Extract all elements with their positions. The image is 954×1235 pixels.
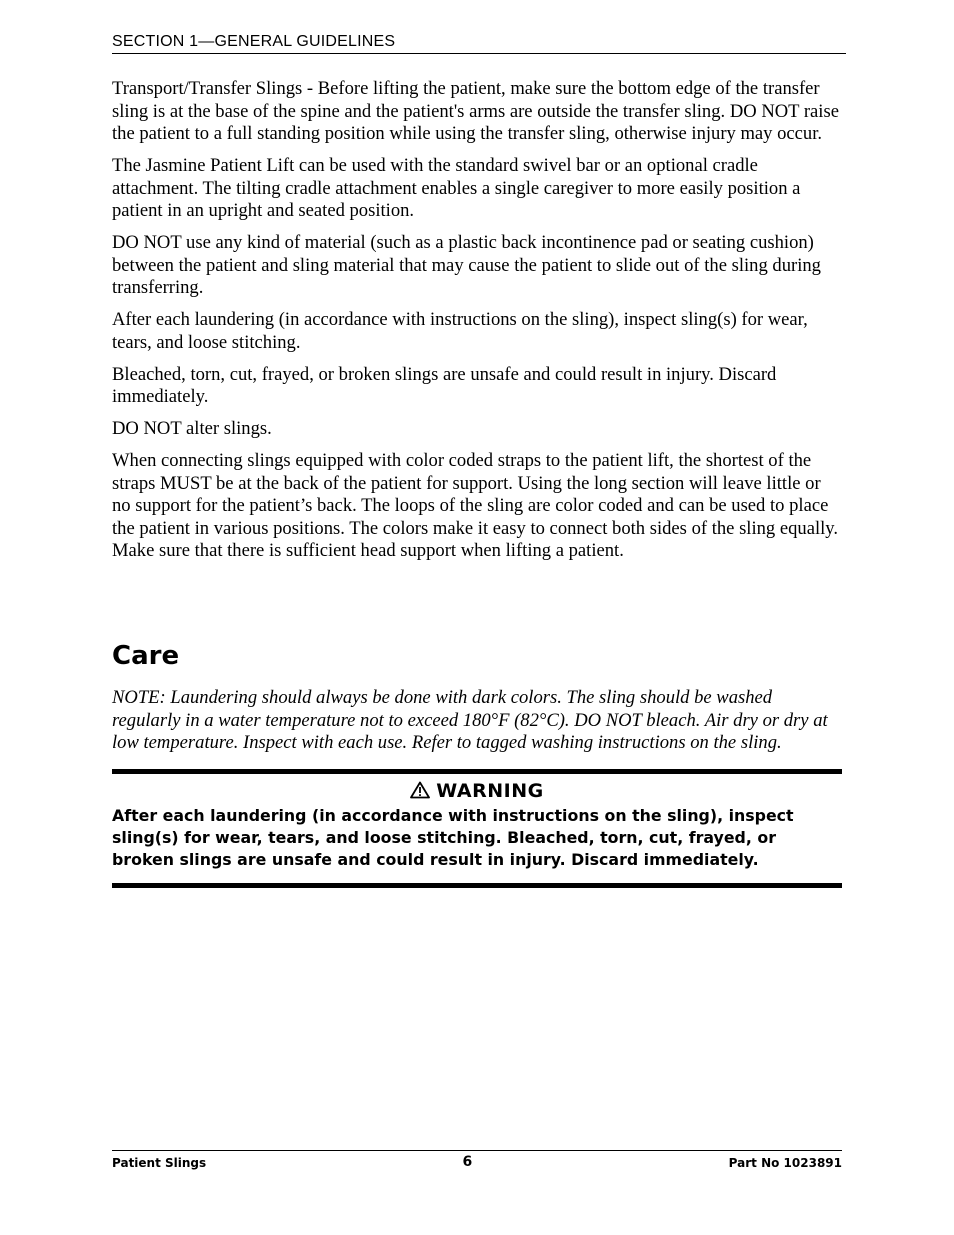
warning-title-text: WARNING: [436, 780, 544, 802]
warning-triangle-icon: [410, 781, 430, 799]
paragraph-laundering-inspection: After each laundering (in accordance with instructions on the sling), inspect sling(s) for wear, tears, and loose stitching.: [112, 309, 808, 353]
footer-page-number: 6: [462, 1154, 473, 1170]
section-title: SECTION 1—GENERAL GUIDELINES: [112, 33, 396, 50]
care-heading: Care: [112, 641, 180, 671]
footer-part-number: Part No 1023891: [728, 1156, 842, 1170]
warning-title: [112, 780, 842, 802]
warning-box: [112, 769, 842, 888]
paragraph-damaged-slings: Bleached, torn, cut, frayed, or broken slings are unsafe and could result in injury. Discard immediately.: [112, 363, 777, 407]
paragraph-jasmine-lift: The Jasmine Patient Lift can be used with the standard swivel bar or an optional cradle attachment. The tilting cradle attachment enables a single caregiver to more easily position a patient in an upright and seated position.: [112, 155, 801, 221]
paragraph-transport-slings: Transport/Transfer Slings - Before lifting the patient, make sure the bottom edge of the transfer sling is at the base of the spine and the patient's arms are outside the transfer sling. DO NOT raise the patient to a full standing position while using the transfer sling, otherwise injury may occur.: [112, 78, 839, 144]
paragraph-do-not-alter: DO NOT alter slings.: [112, 418, 272, 439]
warning-text: After each laundering (in accordance with instructions on the sling), inspect sling(s) for wear, tears, and loose stitching. Bleached, torn, cut, frayed, or broken slings are unsafe and could result in injury. Discard immediately.: [112, 806, 794, 869]
paragraph-color-coded-straps: When connecting slings equipped with color coded straps to the patient lift, the shortest of the straps MUST be at the back of the patient for support. Using the long section will leave little or no support for the patient’s back. The loops of the sling are color coded and can be used to place the patient in various positions. The colors make it easy to connect both sides of the sling equally. Make sure that there is sufficient head support when lifting a patient.: [112, 450, 839, 561]
section-header: [112, 33, 846, 54]
guidelines-body: [112, 78, 842, 572]
care-note: NOTE: Laundering should always be done with dark colors. The sling should be washed regularly in a water temperature not to exceed 180°F (82°C). DO NOT bleach. Air dry or dry at low temperature. Inspect with each use. Refer to tagged washing instructions on the sling.: [112, 687, 828, 753]
page-footer: [112, 1150, 842, 1170]
paragraph-material-warning: DO NOT use any kind of material (such as a plastic back incontinence pad or seating cushion) between the patient and sling material that may cause the patient to slide out of the sling during transferring.: [112, 232, 821, 298]
footer-document-title: Patient Slings: [112, 1156, 207, 1170]
